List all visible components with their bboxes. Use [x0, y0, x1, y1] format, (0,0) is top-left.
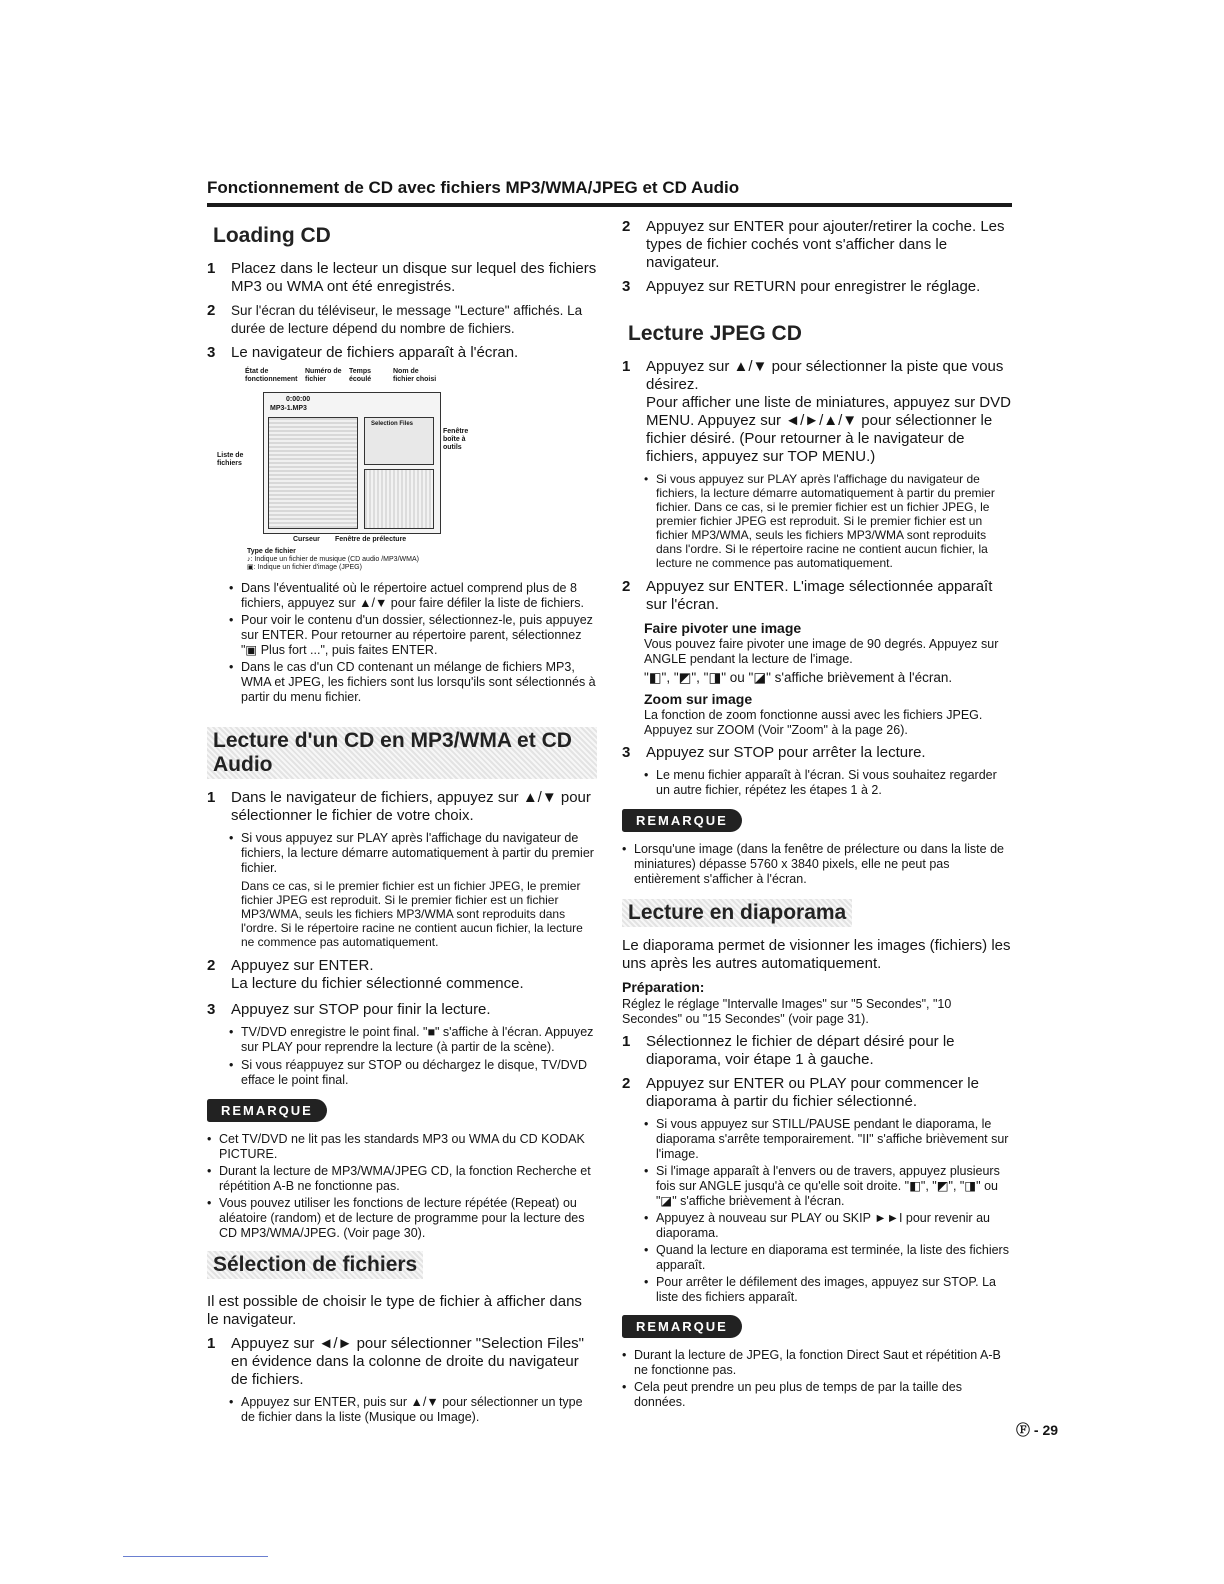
mp3-step-3-note-1: • TV/DVD enregistre le point final. "■" s'affiche à l'écran. Appuyez sur PLAY pour reprendre la lecture (à partir de la scène).: [229, 1025, 597, 1055]
loading-step-2: 2 Sur l'écran du téléviseur, le message "Lecture" affichés. La durée de lecture dépend du nombre de fichiers.: [207, 302, 583, 336]
label-name: Nom de fichier choisi: [393, 368, 437, 383]
selection-step-2: 2 Appuyez sur ENTER pour ajouter/retirer la coche. Les types de fichier cochés vont s'afficher dans le navigateur.: [622, 218, 1005, 271]
list-item: • Durant la lecture de JPEG, la fonction Direct Saut et répétition A-B ne fonctionne pas.: [622, 1348, 1014, 1378]
file-list-box: [268, 417, 358, 529]
selection-intro: Il est possible de choisir le type de fichier à afficher dans le navigateur.: [207, 1293, 582, 1328]
list-item: • Quand la lecture en diaporama est terminée, la liste des fichiers apparaît.: [644, 1243, 1014, 1273]
left-column: [207, 222, 597, 1428]
preview-window: [364, 469, 434, 529]
mp3-notes: [207, 1132, 597, 1241]
rotate-title: Faire pivoter une image: [644, 620, 802, 636]
diaporama-notes: [622, 1348, 1014, 1410]
diaporama-bullets: [644, 1117, 1014, 1305]
select-title: Selection Files: [371, 421, 414, 427]
zoom-title: Zoom sur image: [644, 691, 753, 707]
jpeg-step-3: 3 Appuyez sur STOP pour arrêter la lecture.: [622, 744, 926, 761]
selection-step-1: 1 Appuyez sur ◄/► pour sélectionner "Selection Files" en évidence dans la colonne de droite du navigateur de fichiers.: [207, 1335, 585, 1388]
diaporama-intro: Le diaporama permet de visionner les images (fichiers) les uns après les autres automatiquement.: [622, 937, 1011, 972]
list-item: • Vous pouvez utiliser les fonctions de lecture répétée (Repeat) ou aléatoire (random) et de lecture de programme pour la lecture des CD MP3/WMA/JPEG. (Voir page 30).: [207, 1196, 597, 1241]
file-browser-diagram: [217, 368, 469, 573]
selection-step-3: 3 Appuyez sur RETURN pour enregistrer le réglage.: [622, 278, 981, 295]
list-item: • Pour arrêter le défilement des images, appuyez sur STOP. La liste des fichiers apparaît.: [644, 1275, 1014, 1305]
mp3-step-1-note: • Si vous appuyez sur PLAY après l'affichage du navigateur de fichiers, la lecture démarre automatiquement à partir du premier fichier.: [229, 831, 597, 876]
loading-heading: Loading CD: [213, 224, 331, 247]
remarque-badge-3: REMARQUE: [622, 1315, 742, 1338]
label-window: Fenêtre boîte à outils: [443, 428, 469, 451]
mp3-step-2: 2 Appuyez sur ENTER. La lecture du fichier sélectionné commence.: [207, 957, 524, 992]
type-title: Type de fichier: [247, 548, 296, 555]
loading-step-1: 1 Placez dans le lecteur un disque sur lequel des fichiers MP3 ou WMA ont été enregistrés.: [207, 260, 597, 295]
label-state: État de fonctionnement: [245, 368, 298, 383]
list-item: • Cela peut prendre un peu plus de temps de par la taille des données.: [622, 1380, 1014, 1410]
prep-text: Réglez le réglage "Intervalle Images" sur "5 Secondes", "10 Secondes" ou "15 Secondes" (voir page 31).: [622, 997, 952, 1026]
jpeg-step-1: 1 Appuyez sur ▲/▼ pour sélectionner la piste que vous désirez. Pour afficher une liste de miniatures, appuyez sur DVD MENU. Appuyez sur ◄/►/▲/▼ pour sélectionner le fichier désiré. (Pour retourner à le navigateur de fichiers, appuyez sur TOP MENU.): [622, 358, 1011, 465]
mp3-step-3-note-2: • Si vous réappuyez sur STOP ou déchargez le disque, TV/DVD efface le point final.: [229, 1058, 597, 1088]
list-item: • Si l'image apparaît à l'envers ou de travers, appuyez plusieurs fois sur ANGLE jusqu'à ce qu'elle soit droite. "◧", "◩", "◨" ou "◪" s'affiche brièvement à l'écran.: [644, 1164, 1014, 1209]
diaporama-step-2: 2 Appuyez sur ENTER ou PLAY pour commencer le diaporama à partir du fichier sélectionné.: [622, 1075, 979, 1110]
prep-title: Préparation:: [622, 979, 705, 995]
time-readout: 0:00:00: [286, 396, 311, 403]
mp3-step-1-detail: Dans ce cas, si le premier fichier est un fichier JPEG, le premier fichier JPEG est reproduit. Si le premier fichier est un fichier MP3/WMA, seuls les fichiers MP3/WMA sont reproduits dans l'ordre. Si le répertoire racine ne contient aucun fichier, la lecture ne commence pas automatiquement.: [241, 879, 583, 949]
remarque-badge-2: REMARQUE: [622, 809, 742, 832]
list-item: • Pour voir le contenu d'un dossier, sélectionnez-le, puis appuyez sur ENTER. Pour retourner au répertoire parent, sélectionnez "▣ Plus fort ...", puis faites ENTER.: [229, 613, 597, 658]
page-number: Ⓕ - 29: [1016, 1422, 1059, 1438]
image-file-icon: ▣: [247, 564, 254, 571]
label-preview: Fenêtre de prélecture: [335, 536, 407, 543]
label-time: Temps écoulé: [349, 368, 372, 383]
diaporama-step-1: 1 Sélectionnez le fichier de départ désiré pour le diaporama, voir étape 1 à gauche.: [622, 1033, 955, 1068]
type-image: ▣: Indique un fichier d'image (JPEG): [247, 564, 362, 571]
music-note-icon: ♪: [247, 556, 251, 563]
jpeg-step-3-note: • Le menu fichier apparaît à l'écran. Si vous souhaitez regarder un autre fichier, répétez les étapes 1 à 2.: [644, 768, 1014, 798]
label-list: Liste de fichiers: [217, 452, 244, 467]
list-item: • Durant la lecture de MP3/WMA/JPEG CD, la fonction Recherche et répétition A-B ne fonctionne pas.: [207, 1164, 597, 1194]
loading-bullets: [229, 581, 597, 705]
toolbox-window: [364, 417, 434, 465]
zoom-text: La fonction de zoom fonctionne aussi avec les fichiers JPEG. Appuyez sur ZOOM (Voir "Zoom" à la page 26).: [644, 708, 983, 737]
page-header: Fonctionnement de CD avec fichiers MP3/WMA/JPEG et CD Audio: [207, 178, 740, 197]
label-cursor: Curseur: [293, 536, 320, 543]
browser-screen: [263, 392, 441, 534]
label-number: Numéro de fichier: [305, 368, 342, 383]
remarque-badge-1: REMARQUE: [207, 1099, 327, 1122]
list-item: • Si vous appuyez sur STILL/PAUSE pendant le diaporama, le diaporama s'arrête temporairement. "II" s'affiche brièvement sur l'image.: [644, 1117, 1014, 1162]
file-readout: MP3-1.MP3: [270, 405, 307, 412]
jpeg-notes: [622, 842, 1014, 887]
mp3-step-3: 3 Appuyez sur STOP pour finir la lecture.: [207, 1001, 491, 1018]
list-item: • Dans l'éventualité où le répertoire actuel comprend plus de 8 fichiers, appuyez sur ▲/▼ pour faire défiler la liste de fichiers.: [229, 581, 597, 611]
right-column: [622, 218, 1014, 1418]
loading-step-3: 3 Le navigateur de fichiers apparaît à l'écran.: [207, 344, 519, 361]
footer-line: [123, 1556, 268, 1557]
list-item: • Cet TV/DVD ne lit pas les standards MP3 ou WMA du CD KODAK PICTURE.: [207, 1132, 597, 1162]
selection-heading: Sélection de fichiers: [207, 1251, 423, 1279]
mp3-heading: Lecture d'un CD en MP3/WMA et CD Audio: [207, 727, 597, 779]
rotate-glyphs: "◧", "◩", "◨" ou "◪" s'affiche brièvement à l'écran.: [644, 670, 953, 685]
list-item: • Appuyez à nouveau sur PLAY ou SKIP ►►I pour revenir au diaporama.: [644, 1211, 1014, 1241]
type-music: ♪: Indique un fichier de musique (CD audio /MP3/WMA): [247, 556, 419, 563]
mp3-step-1: 1 Dans le navigateur de fichiers, appuyez sur ▲/▼ pour sélectionner le fichier de votre choix.: [207, 789, 591, 824]
list-item: • Dans le cas d'un CD contenant un mélange de fichiers MP3, WMA et JPEG, les fichiers sont lus lorsqu'ils sont sélectionnés à partir du menu fichier.: [229, 660, 597, 705]
list-item: • Lorsqu'une image (dans la fenêtre de prélecture ou dans la liste de miniatures) dépasse 5760 x 3840 pixels, elle ne peut pas entièrement s'afficher à l'écran.: [622, 842, 1014, 887]
header-rule: [207, 203, 1012, 207]
jpeg-heading: Lecture JPEG CD: [628, 322, 802, 345]
jpeg-step-2: 2 Appuyez sur ENTER. L'image sélectionnée apparaît sur l'écran.: [622, 578, 993, 613]
diaporama-heading: Lecture en diaporama: [622, 899, 852, 927]
jpeg-step-1-note: • Si vous appuyez sur PLAY après l'affichage du navigateur de fichiers, la lecture démarre automatiquement à partir du premier fichier. Dans ce cas, si le premier fichier est un fichier JPEG, le premier fichier JPEG est reproduit. Si le premier fichier est un fichier MP3/WMA, seuls les fichiers MP3/WMA sont reproduits dans l'ordre. Si le répertoire racine ne contient aucun fichier, la lecture ne commence pas automatiquement.: [644, 472, 1014, 570]
rotate-text: Vous pouvez faire pivoter une image de 90 degrés. Appuyez sur ANGLE pendant la lecture de l'image.: [644, 637, 999, 666]
selection-step-1-note: • Appuyez sur ENTER, puis sur ▲/▼ pour sélectionner un type de fichier dans la liste (Musique ou Image).: [229, 1395, 597, 1425]
